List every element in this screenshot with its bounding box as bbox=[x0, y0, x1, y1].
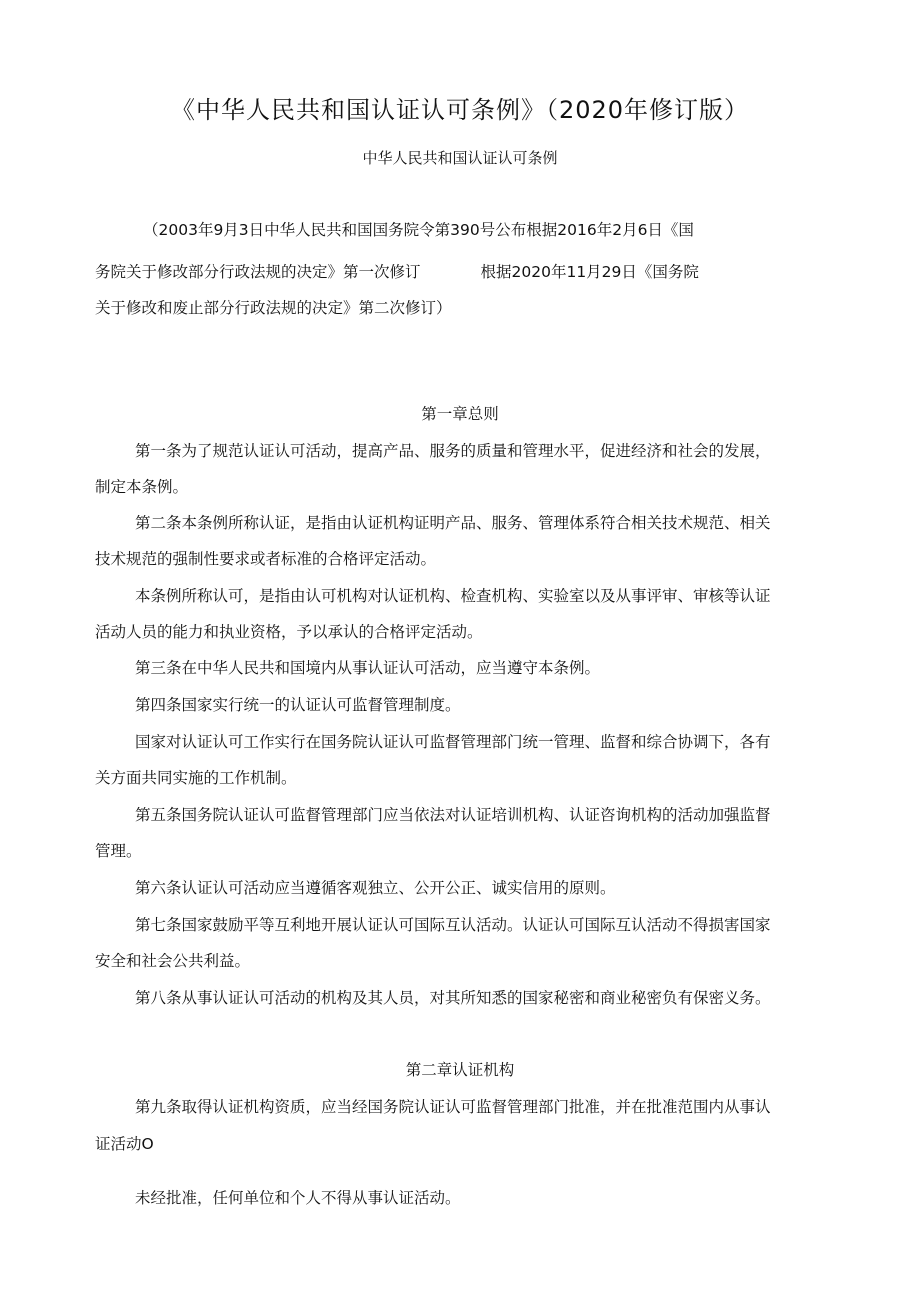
history-line-2 bbox=[95, 262, 699, 282]
article-2-line-2: 技术规范的强制性要求或者标准的合格评定活动。 bbox=[95, 550, 437, 568]
article-5-line-2: 管理。 bbox=[95, 842, 142, 860]
chapter-1-heading: 第一章总则 bbox=[421, 405, 499, 423]
article-2-para-2-line-2: 活动人员的能力和执业资格，予以承认的合格评定活动。 bbox=[95, 623, 483, 641]
history-line-3: 关于修改和废止部分行政法规的决定》第二次修订） bbox=[95, 299, 452, 317]
article-7-line-1: 第七条国家鼓励平等互利地开展认证认可国际互认活动。认证认可国际互认活动不得损害国家 bbox=[135, 916, 771, 934]
history-line-1: （2003年9月3日中华人民共和国国务院令第390号公布根据2016年2月6日《国 bbox=[143, 221, 694, 239]
history-line-2-part-1: 务院关于修改部分行政法规的决定》第一次修订 bbox=[95, 263, 421, 281]
article-3-line-1: 第三条在中华人民共和国境内从事认证认可活动，应当遵守本条例。 bbox=[135, 659, 601, 677]
article-4-para-2-line-2: 关方面共同实施的工作机制。 bbox=[95, 769, 297, 787]
history-line-2-part-2: 根据2020年11月29日《国务院 bbox=[480, 263, 699, 281]
article-8-line-1: 第八条从事认证认可活动的机构及其人员，对其所知悉的国家秘密和商业秘密负有保密义务。 bbox=[135, 989, 771, 1007]
article-9-line-2: 证活动O bbox=[95, 1135, 154, 1153]
document-title: 《中华人民共和国认证认可条例》（2020年修订版） bbox=[170, 96, 750, 124]
article-1-line-2: 制定本条例。 bbox=[95, 478, 189, 496]
article-2-para-2-line-1: 本条例所称认可，是指由认可机构对认证机构、检查机构、实验室以及从事评审、审核等认证 bbox=[135, 587, 771, 605]
article-9-para-2-line-1: 未经批准，任何单位和个人不得从事认证活动。 bbox=[135, 1189, 461, 1207]
article-9-line-1: 第九条取得认证机构资质，应当经国务院认证认可监督管理部门批准，并在批准范围内从事认 bbox=[135, 1098, 771, 1116]
article-1-line-1: 第一条为了规范认证认可活动，提高产品、服务的质量和管理水平，促进经济和社会的发展， bbox=[135, 442, 771, 460]
article-4-para-2-line-1: 国家对认证认可工作实行在国务院认证认可监督管理部门统一管理、监督和综合协调下，各有 bbox=[135, 733, 771, 751]
article-7-line-2: 安全和社会公共利益。 bbox=[95, 952, 251, 970]
chapter-2-heading: 第二章认证机构 bbox=[405, 1061, 515, 1079]
document-subtitle: 中华人民共和国认证认可条例 bbox=[362, 149, 558, 167]
article-6-line-1: 第六条认证认可活动应当遵循客观独立、公开公正、诚实信用的原则。 bbox=[135, 879, 616, 897]
article-5-line-1: 第五条国务院认证认可监督管理部门应当依法对认证培训机构、认证咨询机构的活动加强监督 bbox=[135, 806, 771, 824]
article-2-line-1: 第二条本条例所称认证，是指由认证机构证明产品、服务、管理体系符合相关技术规范、相关 bbox=[135, 514, 771, 532]
article-4-line-1: 第四条国家实行统一的认证认可监督管理制度。 bbox=[135, 696, 461, 714]
